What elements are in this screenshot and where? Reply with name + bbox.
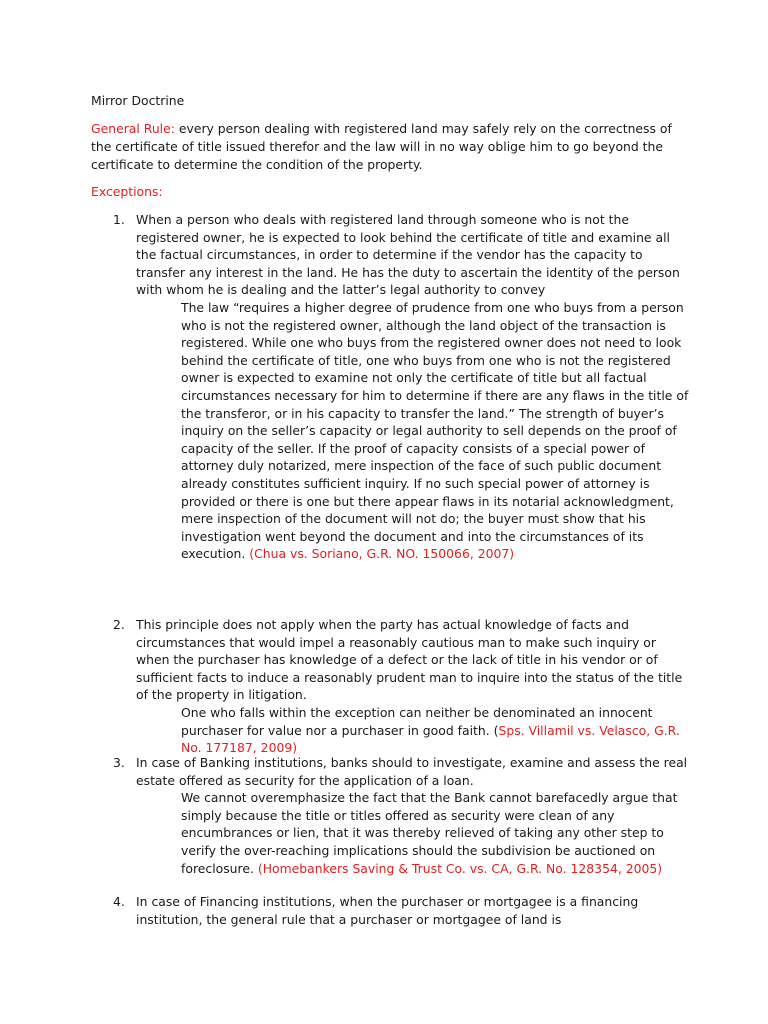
- list-item-text: In case of Banking institutions, banks should to investigate, examine and assess the real estate offered as security for the application of a loan.: [136, 755, 688, 788]
- general-rule-paragraph: [91, 120, 691, 174]
- exceptions-heading: Exceptions:: [91, 184, 163, 199]
- list-item-text: This principle does not apply when the party has actual knowledge of facts and circumstances that would impel a reasonably cautious man to make such inquiry or when the purchaser has knowledge of a defect or the lack of title in his vendor or of sufficient facts to induce a reasonably prudent man to inquire into the status of the title of the property in litigation.: [136, 617, 683, 703]
- list-item-text: When a person who deals with registered land through someone who is not the registered owner, he is expected to look behind the certificate of title and examine all the factual circumstances, in order to determine if the vendor has the capacity to transfer any interest in the land. He has the duty to ascertain the identity of the person with whom he is dealing and the latter’s legal authority to convey: [136, 212, 680, 298]
- case-citation: (Homebankers Saving & Trust Co. vs. CA, G.R. No. 128354, 2005): [257, 860, 663, 876]
- general-rule-text: every person dealing with registered land may safely rely on the correctness of the certificate of title issued therefor and the law will in no way oblige him to go beyond the certificate to determine the condition of the property.: [91, 121, 672, 172]
- list-item-number: 2.: [113, 617, 125, 632]
- list-item-quote: [181, 299, 693, 563]
- list-item-quote: [181, 704, 693, 757]
- case-citation: Sps. Villamil vs. Velasco, G.R. No. 177187, 2009): [181, 722, 680, 756]
- list-item: [113, 754, 693, 877]
- list-item: [113, 893, 693, 928]
- list-item-number: 4.: [113, 894, 125, 909]
- list-item-text: In case of Financing institutions, when the purchaser or mortgagee is a financing institution, the general rule that a purchaser or mortgagee of land is: [136, 894, 639, 927]
- general-rule-label: General Rule:: [91, 121, 175, 136]
- list-item: [113, 211, 693, 563]
- quote-text: The law “requires a higher degree of prudence from one who buys from a person who is not the registered owner, although the land object of the transaction is registered. While one who buys from the registered owner does not need to look behind the certificate of title, one who buys from one who is not the registered owner is expected to examine not only the certificate of title but all factual circumstances necessary for him to determine if there are any flaws in the title of the transferor, or in his capacity to transfer the land.” The strength of buyer’s inquiry on the seller’s capacity or legal authority to sell depends on the proof of capacity of the seller. If the proof of capacity consists of a special power of attorney duly notarized, mere inspection of the face of such public document already constitutes sufficient inquiry. If no such special power of attorney is provided or there is one but there appear flaws in its notarial acknowledgment, mere inspection of the document will not do; the buyer must show that his investigation went beyond the document and into the circumstances of its execution.: [181, 299, 689, 562]
- list-item: [113, 616, 693, 757]
- quote-text: One who falls within the exception can neither be denominated an innocent purchaser for value nor a purchaser in good faith. (: [181, 704, 653, 738]
- list-item-number: 1.: [113, 212, 125, 227]
- list-item-quote: [181, 789, 693, 877]
- page-title: Mirror Doctrine: [91, 93, 185, 108]
- quote-text: We cannot overemphasize the fact that the Bank cannot barefacedly argue that simply because the title or titles offered as security were clean of any encumbrances or lien, that it was thereby relieved of taking any other step to verify the over-reaching implications should the subdivision be auctioned on foreclosure.: [181, 790, 678, 876]
- case-citation: (Chua vs. Soriano, G.R. NO. 150066, 2007): [249, 546, 515, 562]
- list-item-number: 3.: [113, 755, 125, 770]
